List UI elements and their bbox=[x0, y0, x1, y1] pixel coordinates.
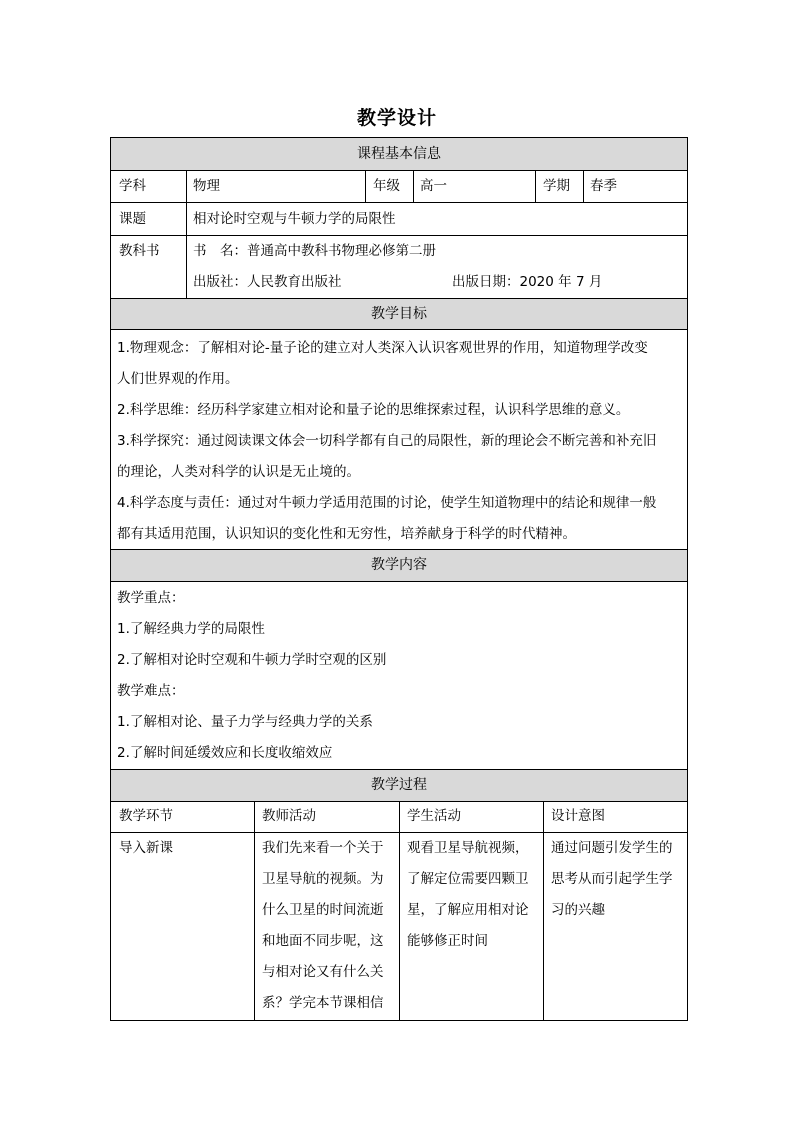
textbook-name: 书 名：普通高中教科书物理必修第二册 bbox=[193, 243, 436, 259]
term-label: 学期 bbox=[543, 178, 570, 194]
grade-label: 年级 bbox=[373, 178, 400, 194]
teacher-activity-cell: 我们先来看一个关于 卫星导航的视频。为 什么卫星的时间流逝 和地面不同步呢，这 与相对论又有什么关 系？学完本节课相信 bbox=[262, 840, 384, 1011]
topic-row bbox=[111, 203, 687, 236]
textbook-publish-date: 出版日期：2020 年 7 月 bbox=[452, 274, 603, 290]
textbook-label: 教科书 bbox=[119, 243, 160, 259]
grade-value: 高一 bbox=[420, 178, 447, 194]
content-block bbox=[111, 582, 687, 770]
goal-item-4: 4.科学态度与责任：通过对牛顿力学适用范围的讨论，使学生知道物理中的结论和规律一般 都有其适用范围，认识知识的变化性和无穷性，培养献身于科学的时代精神。 bbox=[117, 495, 657, 542]
basic-info-row bbox=[111, 171, 687, 203]
teaching-content bbox=[117, 583, 679, 769]
term-value: 春季 bbox=[590, 178, 617, 194]
textbook-row bbox=[111, 236, 687, 299]
stage-cell: 导入新课 bbox=[119, 840, 173, 856]
lesson-plan-table bbox=[110, 137, 688, 1021]
topic-label: 课题 bbox=[119, 211, 146, 227]
student-activity-cell: 观看卫星导航视频， 了解定位需要四颗卫 星，了解应用相对论 能够修正时间 bbox=[407, 840, 529, 949]
section-header-basic: 课程基本信息 bbox=[111, 138, 687, 171]
section-header-content: 教学内容 bbox=[111, 550, 687, 582]
design-intent-cell: 通过问题引发学生的 思考从而引起学生学 习的兴趣 bbox=[551, 840, 673, 918]
subject-value: 物理 bbox=[193, 178, 220, 194]
goal-item-2: 2.科学思维：经历科学家建立相对论和量子论的思维探索过程，认识科学思维的意义。 bbox=[117, 402, 630, 418]
goals-block bbox=[111, 330, 687, 550]
difficult-point-2: 2.了解时间延缓效应和长度收缩效应 bbox=[117, 745, 333, 761]
goal-item-3: 3.科学探究：通过阅读课文体会一切科学都有自己的局限性，新的理论会不断完善和补充旧 的理论，人类对科学的认识是无止境的。 bbox=[117, 433, 657, 480]
section-header-goals: 教学目标 bbox=[111, 299, 687, 330]
difficult-point-1: 1.了解相对论、量子力学与经典力学的关系 bbox=[117, 714, 373, 730]
col-header-intent: 设计意图 bbox=[551, 808, 605, 824]
subject-label: 学科 bbox=[119, 178, 146, 194]
key-points-label: 教学重点： bbox=[117, 590, 185, 606]
process-header-row bbox=[111, 802, 687, 833]
topic-value: 相对论时空观与牛顿力学的局限性 bbox=[193, 211, 396, 227]
col-header-student: 学生活动 bbox=[407, 808, 461, 824]
section-header-process: 教学过程 bbox=[111, 770, 687, 802]
textbook-publisher: 出版社：人民教育出版社 bbox=[193, 274, 342, 290]
key-point-1: 1.了解经典力学的局限性 bbox=[117, 621, 265, 637]
col-header-teacher: 教师活动 bbox=[262, 808, 316, 824]
page-title: 教学设计 bbox=[356, 107, 437, 129]
col-header-stage: 教学环节 bbox=[119, 808, 173, 824]
key-point-2: 2.了解相对论时空观和牛顿力学时空观的区别 bbox=[117, 652, 387, 668]
difficult-points-label: 教学难点： bbox=[117, 683, 185, 699]
table-row bbox=[111, 833, 687, 1020]
goal-item-1: 1.物理观念：了解相对论-量子论的建立对人类深入认识客观世界的作用，知道物理学改变 人们世界观的作用。 bbox=[117, 340, 648, 387]
